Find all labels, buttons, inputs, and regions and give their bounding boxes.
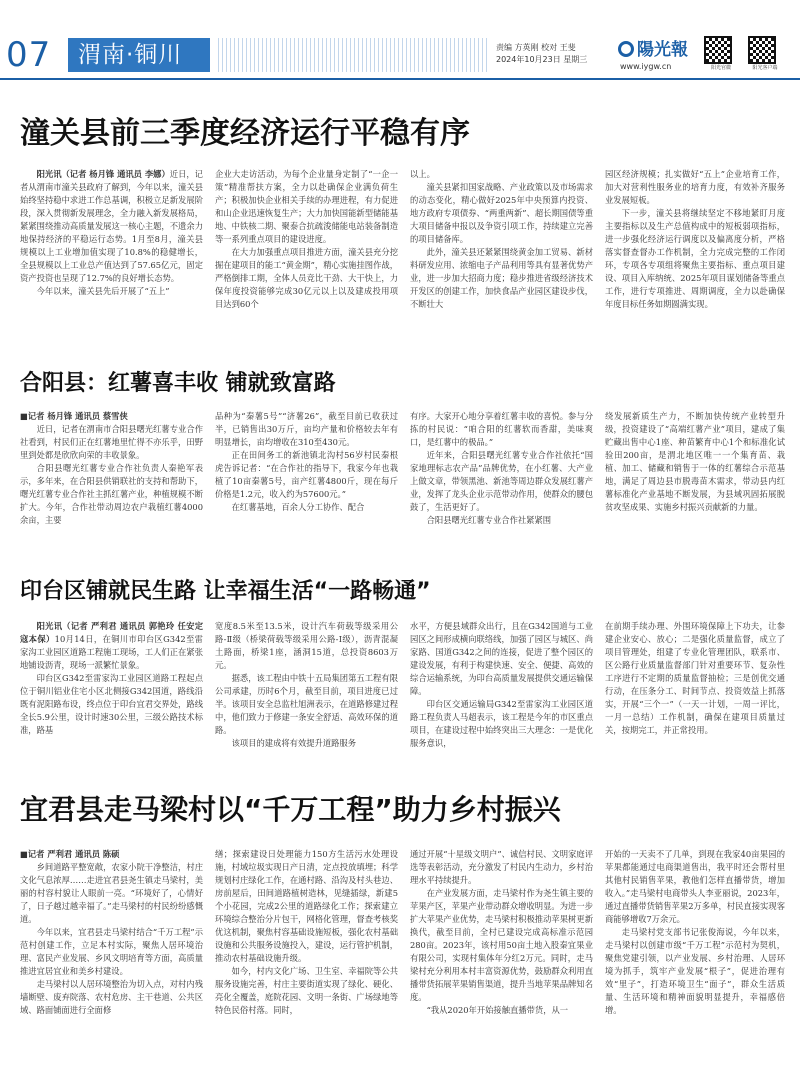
article-2-col-1: ■记者 杨月锋 通讯员 蔡雪侠 近日，记者在渭南市合阳县曙光红薯专业合作社看到，村民们正在红薯地里忙得不亦乐乎，田野里到处都是欣欣向荣的丰收景象。 合阳县曙光红薯专业合作社负责人秦艳军表示，多年来，在合阳县供销联社的支持和帮助下，曙光红薯专业合作社主抓红薯产业，种植规模不断扩大。今年，合作社带动周边农户栽植红薯4000余亩，主要 xyxy=(20,411,203,525)
article-1-headline: 潼关县前三季度经济运行平稳有序 xyxy=(20,116,470,151)
newspaper-logo: 陽光報 xyxy=(618,38,708,62)
article-1-col-3: 以上。 潼关县紧扣国家战略、产业政策以及市场需求的动态变化，精心做好2025年中央预算内投资、地方政府专项债券、“两重两新”、超长期国债等重大项目储备申报以及争资引项工作，持续建立完善的项目储备库。 此外，潼关县还紧紧围绕黄金加工贸易、新材料研发应用、浓缩电子产品利用等具有显著优势产业，进一步加大招商力度；稳步推进省级经济技术开发区的创建工作，加快食品产业园区建设步伐，不断壮大 xyxy=(410,169,593,309)
qr-official xyxy=(704,36,738,71)
article-1-col-4: 园区经济规模；扎实做好“五上”企业培育工作，加大对营利性服务业的培育力度，有效补齐服务业发展短板。 下一步，潼关县将继续坚定不移地紧盯月度主要指标以及生产总值构成中的短板弱项指标，进一步强化经济运行调度以及偏离度分析，严格落实督查督办工作机制，全力完成完整的工作闭环，专项各专项组将聚焦主要指标、重点项目建设、项目入库纳统、2025年项目谋划储备等重点工作，进行专项推进、周期调度，全力以赴确保年度目标任务如期圆满实现。 xyxy=(605,169,785,309)
article-3-col-4: 在前期手续办理、外围环境保障上下功夫，让参建企业安心、放心；二是强化质量监督，成立了项目管理处，组建了专业化管理团队，联系市、区公路行业质量监督部门针对重要环节、复杂性工序进行不定期的质量监督抽检；三是创优交通行动，在压条分工、时间节点、投资效益上抓落实，开展“三个一”（一天一计划，一周一评比，一月一总结）工作机制，确保在建项目质量过关，按期完工，并正常投用。 xyxy=(605,621,785,735)
site-url[interactable]: www.iygw.cn xyxy=(620,62,672,71)
qr-code-icon xyxy=(704,36,732,64)
article-4-col-4: 开始的一天卖不了几单，到现在我家40亩果园的苹果都能通过电商渠道售出，我平时还会帮村里其他村民销售苹果，教他们怎样直播带货，增加收入。”走马梁村电商带头人李亚丽说，2023年，通过直播带货销售苹果2万多单，村民直接实现客商能够增收7万余元。 走马梁村党支部书记张俊海说，今年以来，走马梁村以创建市级“千万工程”示范村为契机，聚焦党建引领，以产业发展、乡村治理、人居环境为抓手，筑牢产业发展“根子”，促进治理有效“里子”，打造环境卫生“面子”，群众生活质量、生活环境和精神面貌明显提升，幸福感倍增。 xyxy=(605,849,785,1015)
qr-code-icon xyxy=(748,36,776,64)
article-1-col-1: 阳光讯（记者 杨月锋 通讯员 李娜）近日，记者从渭南市潼关县政府了解到，今年以来，潼关县始终坚持稳中求进工作总基调，积极立足新发展阶段，深入贯彻新发展理念，全力融入新发展格局，紧紧围绕推动高质量发展这一核心主题，不遗余力地保持经济的平稳运行态势。1月至8月，潼关县规模以上工业增加值实现了10.8%的稳健增长，全县规模以上工业总产值达到了57.65亿元，固定资产投资也呈现了12.7%的良好增长态势。 今年以来，潼关县先后开展了“五上” xyxy=(20,169,203,296)
article-2-col-2: 品种为“秦薯5号”“济薯26”，截至目前已收获过半，已销售出30万斤，亩均产量和价格较去年有明显增长，亩均增收在310至430元。 正在田间务工的新池镇北沟村56岁村民秦根虎告诉记者：“在合作社的指导下，我家今年也栽植了10亩秦薯5号，亩产红薯4800斤，现在每斤价格是1.2元，收入约为57600元。” 在红薯基地，百余人分工协作、配合 xyxy=(215,411,398,512)
article-3-headline: 印台区铺就民生路 让幸福生活“一路畅通” xyxy=(20,579,431,604)
qr-official-label: 阳光官微 xyxy=(710,65,731,71)
article-2-col-3: 有序。大家开心地分享着红薯丰收的喜悦。参与分拣的村民说：“咱合阳的红薯软而香甜，美味爽口，是红薯中的极品。” 近年来，合阳县曙光红薯专业合作社依托“国家地理标志农产品”品牌优势，在小红薯、大产业上做文章，带领黑池、新池等周边群众发展红薯产业，发挥了龙头企业示范带动作用，使群众的腰包鼓了，生活更好了。 合阳县曙光红薯专业合作社紧紧围 xyxy=(410,411,593,525)
page-number: 07 xyxy=(6,35,52,75)
qr-app-label: 阳光客户端 xyxy=(752,65,778,71)
header-meta xyxy=(496,42,624,66)
article-1-col-2: 企业大走访活动，为每个企业量身定制了“一企一策”精准帮扶方案，全力以赴确保企业满负荷生产；积极加快企业相关手续的办理进程，有力促进和山企业迅速恢复生产；大力加快国能新型储能基地、中铁核二期、聚泰合抗疏浚储能电站装备制造等一系列重点项目的建设进度。 在大力加强重点项目推进方面，潼关县充分挖掘在建项目的能工“黄金期”，精心实施挂图作战，严格倒排工期，全体人员竞比干劲、大干快上，力保年度投资能够完成30亿元以上以及建成投用项目达到60个 xyxy=(215,169,398,309)
article-3-col-2: 宽度8.5米至13.5米，设计汽车荷载等级采用公路-Ⅱ级（桥梁荷载等级采用公路-Ⅰ级），沥青混凝土路面，桥梁1座，涵洞15道，总投资8603万元。 据悉，该工程由中铁十五局集团第五工程有限公司承建，历时6个月，截至目前，项目进度已过半。该项目安全总监杜旭洲表示，在道路修建过程中，他们致力于修建一条安全舒适、高效环保的道路。 该项目的建成将有效提升道路服务 xyxy=(215,621,398,748)
article-4-col-1: ■记者 严利君 通讯员 陈硕 乡间道路平整宽敞，农家小院干净整洁，村庄文化气息浓厚……走进宜君县尧生镇走马梁村，美丽的村容村貌让人眼前一亮。“环境好了，心情好了，日子越过越幸福了。”走马梁村的村民纷纷感慨道。 今年以来，宜君县走马梁村结合“千万工程”示范村创建工作，立足本村实际，聚焦人居环境治理、富民产业发展、乡风文明培育等方面，高质量推进宜居宜业和美乡村建设。 走马梁村以人居环境整治为切入点，对村内残墙断壁、废弃院落、农村危房、主干巷道、公共区域、路面铺面进行全面修 xyxy=(20,849,203,1015)
qr-app xyxy=(748,36,782,71)
header-stripes xyxy=(218,38,490,72)
logo-sun-icon xyxy=(618,41,634,57)
editor-credit: 责编 方英刚 校对 王斐 xyxy=(496,43,576,52)
article-4-headline: 宜君县走马梁村以“千万工程”助力乡村振兴 xyxy=(20,793,561,826)
issue-date: 2024年10月23日 星期三 xyxy=(496,55,588,64)
article-3-col-1: 阳光讯（记者 严利君 通讯员 郭艳玲 任安定 寇本保）10月14日，在铜川市印台区G342至雷家沟工业园区道路工程施工现场，工人们正在紧张地铺设沥青，现场一派繁忙景象。 印台区G342至雷家沟工业园区道路工程起点位于铜川铝业住宅小区北侧接G342国道，路线沿既有泥阳路布设，终点位于印台宜君交界处，路线全长5.9公里，设计时速30公里，三级公路技术标准，路基 xyxy=(20,621,203,735)
article-2-headline: 合阳县：红薯喜丰收 铺就致富路 xyxy=(20,371,336,396)
header-rule xyxy=(0,78,800,80)
section-tab: 渭南·铜川 xyxy=(68,38,210,72)
article-4-col-2: 缮；探索建设日处理能力150方生活污水处理设施，村域垃圾实现日产日清，定点投放填埋；科学规划村庄绿化工作，在通村路、沿沟及村头巷边、房前屋后，田间道路植树造林，见缝插绿，新建5个小花园，完成2公里的道路绿化工作；探索建立环境综合整治分片包干，网格化管理，督查考核奖优这机制，聚焦村容基础设施短板，强化农村基础设施和公共服务设施投入，建设，运行管护机制，推动农村基础设施升级。 如今，村内文化广场、卫生室、幸福院等公共服务设施完善，村庄主要街道实现了绿化、硬化、亮化全覆盖，庭院花园、文明一条街、广场绿地等特色民俗村落。同时， xyxy=(215,849,398,1015)
article-3-col-3: 水平，方便县域群众出行，且在G342国道与工业园区之间形成横向联络线，加强了园区与城区、尚家路、国道G342之间的连接，促进了整个园区的建设发展，有利于构建快速、安全、便捷、高效的综合运输系统，为印台高质量发展提供交通运输保障。 印台区交通运输局G342至雷家沟工业园区道路工程负责人马超表示，该工程是今年的市区重点项目，在建设过程中始终突出三大理念：一是优化服务意识， xyxy=(410,621,593,748)
article-4-col-3: 通过开展“十星级文明户”、诚信村民、文明家庭评选等表彰活动，充分激发了村民内生动力，乡村治理水平持续提升。 在产业发展方面，走马梁村作为尧生镇主要的苹果产区，苹果产业带动群众增收明显。为进一步扩大苹果产业优势，走马梁村积极推动苹果树更新换代，截至目前，全村已建设完成高标准示范园280亩。2023年，该村用50亩土地入股秦宜果业有限公司，实现村集体年分红2万元。同时，走马梁村充分利用本村丰富资源优势，鼓励群众利用直播带货拓展苹果销售渠道，提升当地苹果品牌知名度。 “我从2020年开始接触直播带货，从一 xyxy=(410,849,593,1015)
article-2-col-4: 绕发展新质生产力，不断加快传统产业转型升级，投资建设了“高端红薯产业”项目，建成了集贮藏出售中心1座、种苗繁育中心1个和标准化试验田200亩，是渭北地区唯一一个集育苗、栽植、加工、储藏和销售于一体的红薯综合示范基地，满足了周边县市脱毒苗木需求，带动县内红薯标准化产业基地不断发展，为县域巩固拓展脱贫攻坚成果、实施乡村振兴贡献新的力量。 xyxy=(605,411,785,512)
